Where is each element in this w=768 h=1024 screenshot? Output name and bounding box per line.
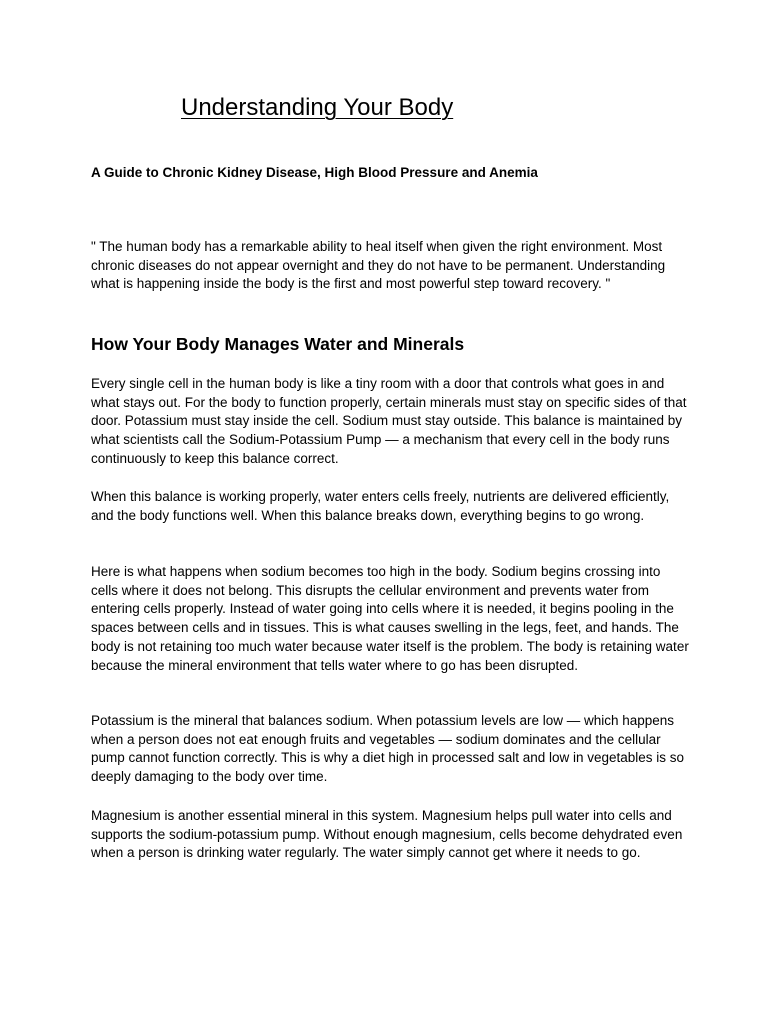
paragraph-magnesium: Magnesium is another essential mineral in this system. Magnesium helps pull water into cells and supports the sodium-potassium pump. Without enough magnesium, cells become dehydrated even when a person is drinking water regularly. The water simply cannot get where it needs to go. [91,808,683,861]
page-subtitle: A Guide to Chronic Kidney Disease, High Blood Pressure and Anemia [91,165,538,180]
section-heading: How Your Body Manages Water and Minerals [91,334,465,354]
paragraph-cell-balance: Every single cell in the human body is like a tiny room with a door that controls what goes in and what stays out. For the body to function properly, certain minerals must stay on specific sides of that door. Potassium must stay inside the cell. Sodium must stay outside. This balance is maintained by what scientists call the Sodium-Potassium Pump — a mechanism that every cell in the body runs continuously to keep this balance correct. [91,376,687,466]
paragraph-high-sodium: Here is what happens when sodium becomes too high in the body. Sodium begins crossing into cells where it does not belong. This disrupts the cellular environment and prevents water from entering cells properly. Instead of water going into cells where it is needed, it begins pooling in the spaces between cells and in tissues. This is what causes swelling in the legs, feet, and hands. The body is not retaining too much water because water itself is the problem. The body is retaining water because the mineral environment that tells water where to go has been disrupted. [91,564,689,673]
page-title: Understanding Your Body [181,94,454,121]
paragraph-potassium: Potassium is the mineral that balances sodium. When potassium levels are low — which happens when a person does not eat enough fruits and vegetables — sodium dominates and the cellular pump cannot function correctly. This is why a diet high in processed salt and low in vegetables is so deeply damaging to the body over time. [91,713,685,785]
intro-quote: " The human body has a remarkable ability to heal itself when given the right environment. Most chronic diseases do not appear overnight and they do not have to be permanent. Understanding what is happening inside the body is the first and most powerful step toward recovery. " [91,239,666,292]
paragraph-balance-working: When this balance is working properly, water enters cells freely, nutrients are delivered efficiently, and the body functions well. When this balance breaks down, everything begins to go wrong. [91,489,670,523]
